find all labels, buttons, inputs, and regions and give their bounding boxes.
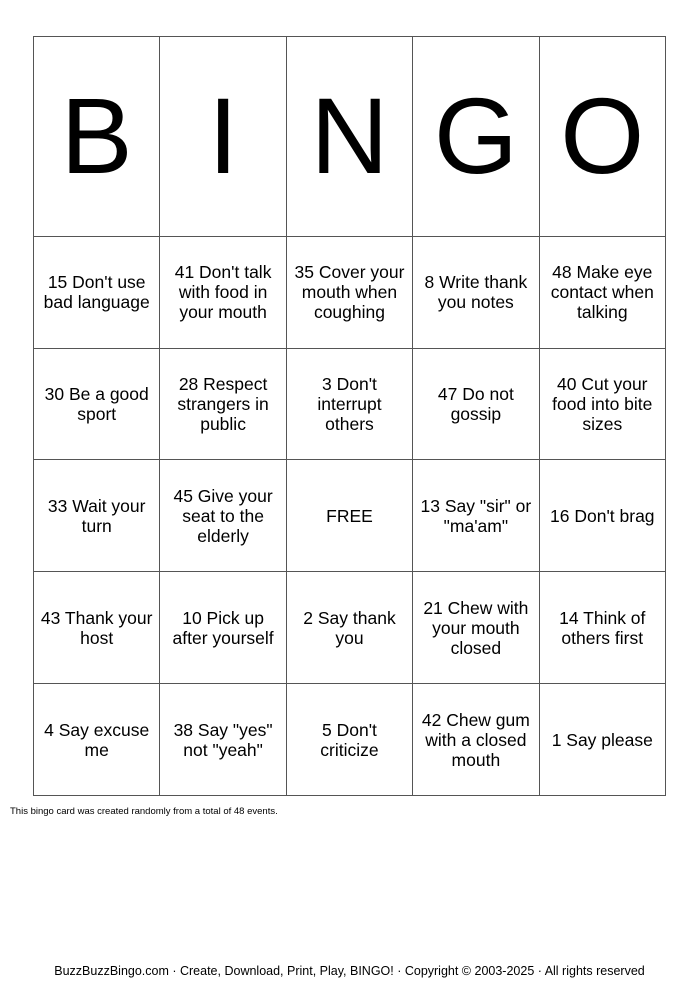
bingo-cell: 41 Don't talk with food in your mouth xyxy=(160,236,286,348)
header-letter-n: N xyxy=(286,37,412,237)
bingo-cell: 5 Don't criticize xyxy=(286,684,412,796)
free-cell: FREE xyxy=(286,460,412,572)
bingo-cell: 1 Say please xyxy=(539,684,665,796)
header-letter-b: B xyxy=(34,37,160,237)
copyright-footer: BuzzBuzzBingo.com · Create, Download, Print, Play, BINGO! · Copyright © 2003-2025 · All rights reserved xyxy=(54,964,645,978)
bingo-cell: 21 Chew with your mouth closed xyxy=(413,572,539,684)
bingo-row-2 xyxy=(34,348,666,460)
bingo-cell: 13 Say "sir" or "ma'am" xyxy=(413,460,539,572)
bingo-cell: 10 Pick up after yourself xyxy=(160,572,286,684)
bingo-row-1 xyxy=(34,236,666,348)
bingo-cell: 48 Make eye contact when talking xyxy=(539,236,665,348)
bingo-header-row xyxy=(34,37,666,237)
bingo-cell: 35 Cover your mouth when coughing xyxy=(286,236,412,348)
bingo-card xyxy=(33,36,666,796)
bingo-cell: 14 Think of others first xyxy=(539,572,665,684)
bingo-cell: 4 Say excuse me xyxy=(34,684,160,796)
bingo-row-5 xyxy=(34,684,666,796)
header-letter-o: O xyxy=(539,37,665,237)
header-letter-i: I xyxy=(160,37,286,237)
bingo-cell: 33 Wait your turn xyxy=(34,460,160,572)
bingo-cell: 42 Chew gum with a closed mouth xyxy=(413,684,539,796)
bingo-cell: 3 Don't interrupt others xyxy=(286,348,412,460)
bingo-cell: 30 Be a good sport xyxy=(34,348,160,460)
bingo-cell: 40 Cut your food into bite sizes xyxy=(539,348,665,460)
bingo-cell: 45 Give your seat to the elderly xyxy=(160,460,286,572)
bingo-cell: 15 Don't use bad language xyxy=(34,236,160,348)
bingo-cell: 2 Say thank you xyxy=(286,572,412,684)
card-generation-note: This bingo card was created randomly from a total of 48 events. xyxy=(10,806,278,817)
bingo-cell: 8 Write thank you notes xyxy=(413,236,539,348)
bingo-row-3 xyxy=(34,460,666,572)
bingo-cell: 43 Thank your host xyxy=(34,572,160,684)
bingo-cell: 38 Say "yes" not "yeah" xyxy=(160,684,286,796)
bingo-cell: 28 Respect strangers in public xyxy=(160,348,286,460)
bingo-cell: 47 Do not gossip xyxy=(413,348,539,460)
bingo-cell: 16 Don't brag xyxy=(539,460,665,572)
bingo-row-4 xyxy=(34,572,666,684)
header-letter-g: G xyxy=(413,37,539,237)
